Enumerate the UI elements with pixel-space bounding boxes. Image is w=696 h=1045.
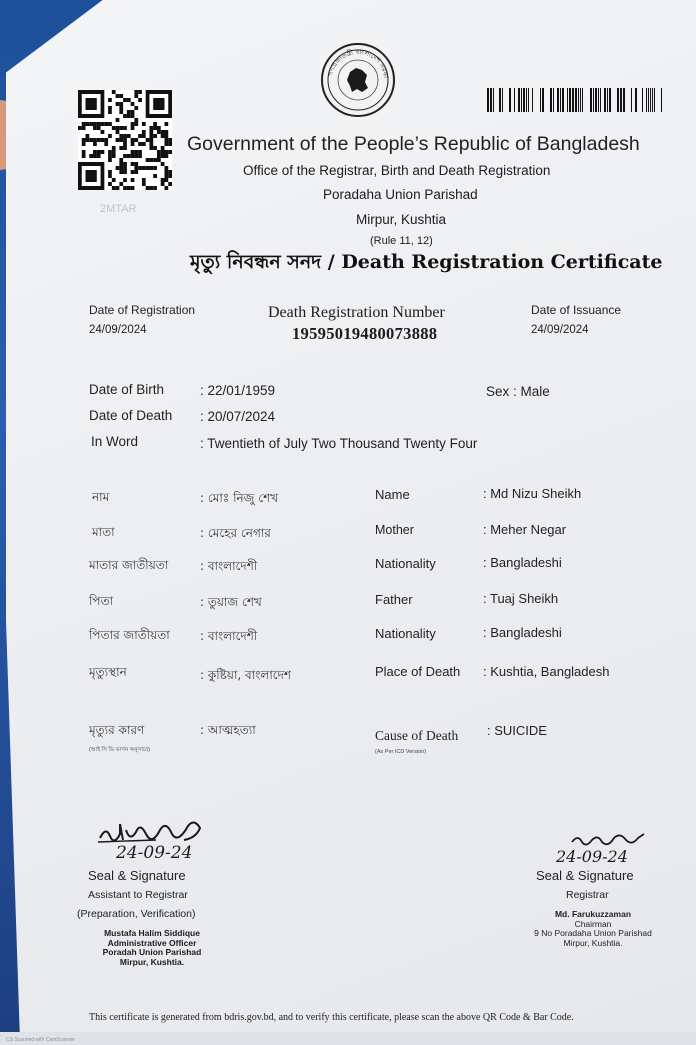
field-bn-value: : আত্মহত্যা [200,723,256,737]
scanner-note: CS Scanned with CamScanner [6,1037,75,1043]
field-en-label: Nationality [375,556,436,571]
dob-value: : 22/01/1959 [200,383,276,398]
date-of-registration-label: Date of Registration [89,303,196,317]
dob-label: Date of Birth [89,382,165,397]
date-of-registration-value: 24/09/2024 [89,324,147,336]
registration-number-label: Death Registration Number [268,304,445,321]
qr-code [78,90,172,190]
field-en-value: : Md Nizu Sheikh [483,486,582,501]
right-stamp-line: Mirpur, Kushtia. [563,937,623,948]
left-role: Assistant to Registrar [88,889,188,901]
right-seal-label: Seal & Signature [536,868,634,883]
field-bn-label: মাতার জাতীয়তা [89,558,169,572]
government-title: Government of the People’s Republic of Bangladesh [187,133,640,155]
field-en-label: Father [375,592,413,607]
left-stamp [92,929,212,967]
qr-code-pattern [78,90,172,190]
right-stamp-line: Chairman [574,918,612,929]
field-en-label: Mother [375,523,414,537]
field-bn-value: : বাংলাদেশী [200,559,258,573]
location-title: Mirpur, Kushtia [356,212,447,227]
sex-value: Sex : Male [486,384,550,399]
inword-label: In Word [91,434,139,449]
union-title: Poradaha Union Parishad [323,187,478,202]
field-en-value: : Tuaj Sheikh [483,591,559,606]
date-of-issuance-value: 24/09/2024 [531,324,589,336]
rule-note: (Rule 11, 12) [370,235,433,247]
field-bn-label: পিতার জাতীয়তা [89,628,170,642]
inword-value: : Twentieth of July Two Thousand Twenty Four [200,436,478,451]
field-bn-label: নাম [92,490,110,504]
footer-note: This certificate is generated from bdris.gov.bd, and to verify this certificate, please scan the above QR Code & Bar Code. [89,1012,574,1023]
date-of-issuance-label: Date of Issuance [531,303,622,317]
government-seal-icon [320,42,396,118]
field-bn-value: : তুয়াজ শেখ [200,595,262,609]
field-bn-label: মৃত্যুস্থান [89,665,127,679]
certificate-title: মৃত্যু নিবন্ধন সনদ / Death Registration Certificate [190,251,663,273]
field-en-value: : Kushtia, Bangladesh [483,664,610,679]
left-role-detail: (Preparation, Verification) [77,908,196,920]
field-en-label: Nationality [375,626,436,641]
left-signature-date: 24-09-24 [116,843,193,863]
seal-text: গণপ্রজাতন্ত্রী বাংলাদেশ সরকা [326,47,391,79]
right-stamp [528,910,658,948]
qr-subtext: 2MTAR [100,203,137,215]
field-en-value: : SUICIDE [487,723,547,738]
dod-label: Date of Death [89,408,173,423]
cause-note-bn: (আই সি ডি ভার্সন অনুসারে) [89,747,150,753]
field-bn-value: : মেহের নেগার [200,526,271,540]
field-en-value: : Bangladeshi [483,625,562,640]
field-bn-value: : কুষ্টিয়া, বাংলাদেশ [200,668,292,682]
left-stamp-line: Administrative Officer [107,937,197,948]
field-en-label: Name [375,487,410,502]
left-seal-label: Seal & Signature [88,868,186,883]
dod-value: : 20/07/2024 [200,409,276,424]
field-bn-value: : মোঃ নিজু শেখ [200,491,279,505]
right-stamp-line: 9 No Poradaha Union Parishad [534,928,652,938]
field-bn-value: : বাংলাদেশী [200,629,258,643]
field-en-value: : Bangladeshi [483,555,562,570]
right-stamp-line: Md. Farukuzzaman [554,909,632,919]
left-stamp-line: Mirpur, Kushtia. [119,956,185,967]
barcode [487,88,663,112]
registration-number-value: 19595019480073888 [292,324,438,343]
left-stamp-line: Poradah Union Parishad [102,947,202,957]
cause-note-en: (As Per ICD Version) [375,749,427,755]
right-role: Registrar [566,889,609,901]
field-en-label: Place of Death [375,664,461,679]
field-bn-label: মৃত্যুর কারণ [89,723,145,737]
right-signature-date: 24-09-24 [556,847,628,866]
left-stamp-line: Mustafa Halim Siddique [104,928,200,938]
bottom-strip [0,1032,696,1045]
field-en-value: : Meher Negar [483,522,567,537]
field-en-label: Cause of Death [375,728,459,743]
office-title: Office of the Registrar, Birth and Death Registration [243,163,551,178]
field-bn-label: পিতা [89,594,114,608]
field-bn-label: মাতা [92,525,115,539]
